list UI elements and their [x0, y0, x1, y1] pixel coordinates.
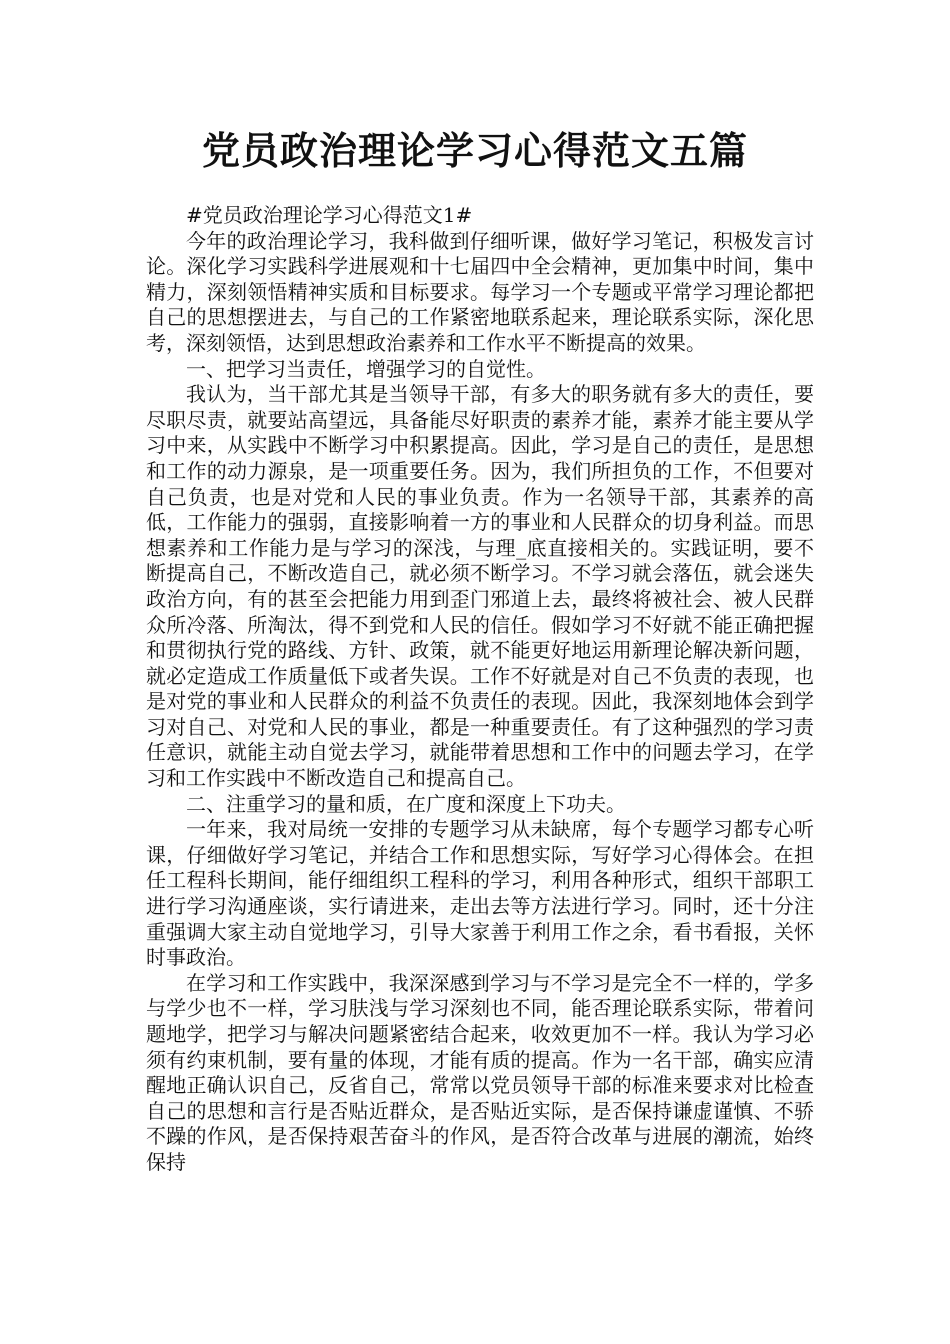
section-heading-1: 一、把学习当责任，增强学习的自觉性。 [186, 356, 546, 381]
document-title: 党员政治理论学习心得范文五篇 [201, 129, 748, 173]
body-paragraph: 在学习和工作实践中，我深深感到学习与不学习是完全不一样的，学多与学少也不一样，学习肤浅与学习深刻也不同，能否理论联系实际，带着问题地学，把学习与解决问题紧密结合起来，收效更加不一样。我认为学习必须有约束机制，要有量的体现，才能有质的提高。作为一名干部，确实应清醒地正确认识自己，反省自己，常常以党员领导干部的标准来要求对比检查自己的思想和言行是否贴近群众，是否贴近实际，是否保持谦虚谨慎、不骄不躁的作风，是否保持艰苦奋斗的作风，是否符合改革与进展的潮流，始终保持 [146, 970, 814, 1174]
document-body [146, 203, 814, 1176]
body-paragraph: 今年的政治理论学习，我科做到仔细听课，做好学习笔记，积极发言讨论。深化学习实践科学进展观和十七届四中全会精神，更加集中时间，集中精力，深刻领悟精神实质和目标要求。每学习一个专题或平常学习理论都把自己的思想摆进去，与自己的工作紧密地联系起来，理论联系实际，深化思考，深刻领悟，达到思想政治素养和工作水平不断提高的效果。 [146, 228, 814, 355]
section-heading-essay-1: #党员政治理论学习心得范文1# [186, 203, 473, 227]
section-heading-2: 二、注重学习的量和质，在广度和深度上下功夫。 [186, 791, 626, 816]
body-paragraph: 我认为，当干部尤其是当领导干部，有多大的职务就有多大的责任，要尽职尽责，就要站高望远，具备能尽好职责的素养才能，素养才能主要从学习中来，从实践中不断学习中积累提高。因此，学习是自己的责任，是思想和工作的动力源泉，是一项重要任务。因为，我们所担负的工作，不但要对自己负责，也是对党和人民的事业负责。作为一名领导干部，其素养的高低，工作能力的强弱，直接影响着一方的事业和人民群众的切身利益。而思想素养和工作能力是与学习的深浅，与理_底直接相关的。实践证明，要不断提高自己，不断改造自己，就必须不断学习。不学习就会落伍，就会迷失政治方向，有的甚至会把能力用到歪门邪道上去，最终将被社会、被人民群众所冷落、所淘汰，得不到党和人民的信任。假如学习不好就不能正确把握和贯彻执行党的路线、方针、政策，就不能更好地运用新理论解决新问题，就必定造成工作质量低下或者失误。工作不好就是对自己不负责的表现，也是对党的事业和人民群众的利益不负责任的表现。因此，我深刻地体会到学习对自己、对党和人民的事业，都是一种重要责任。有了这种强烈的学习责任意识，就能主动自觉去学习，就能带着思想和工作中的问题去学习，在学习和工作实践中不断改造自己和提高自己。 [146, 382, 814, 791]
body-paragraph: 一年来，我对局统一安排的专题学习从未缺席，每个专题学习都专心听课，仔细做好学习笔记，并结合工作和思想实际，写好学习心得体会。在担任工程科长期间，能仔细组织工程科的学习，利用各种形式，组织干部职工进行学习沟通座谈，实行请进来，走出去等方法进行学习。同时，还十分注重强调大家主动自觉地学习，引导大家善于利用工作之余，看书看报，关怀时事政治。 [146, 817, 814, 970]
